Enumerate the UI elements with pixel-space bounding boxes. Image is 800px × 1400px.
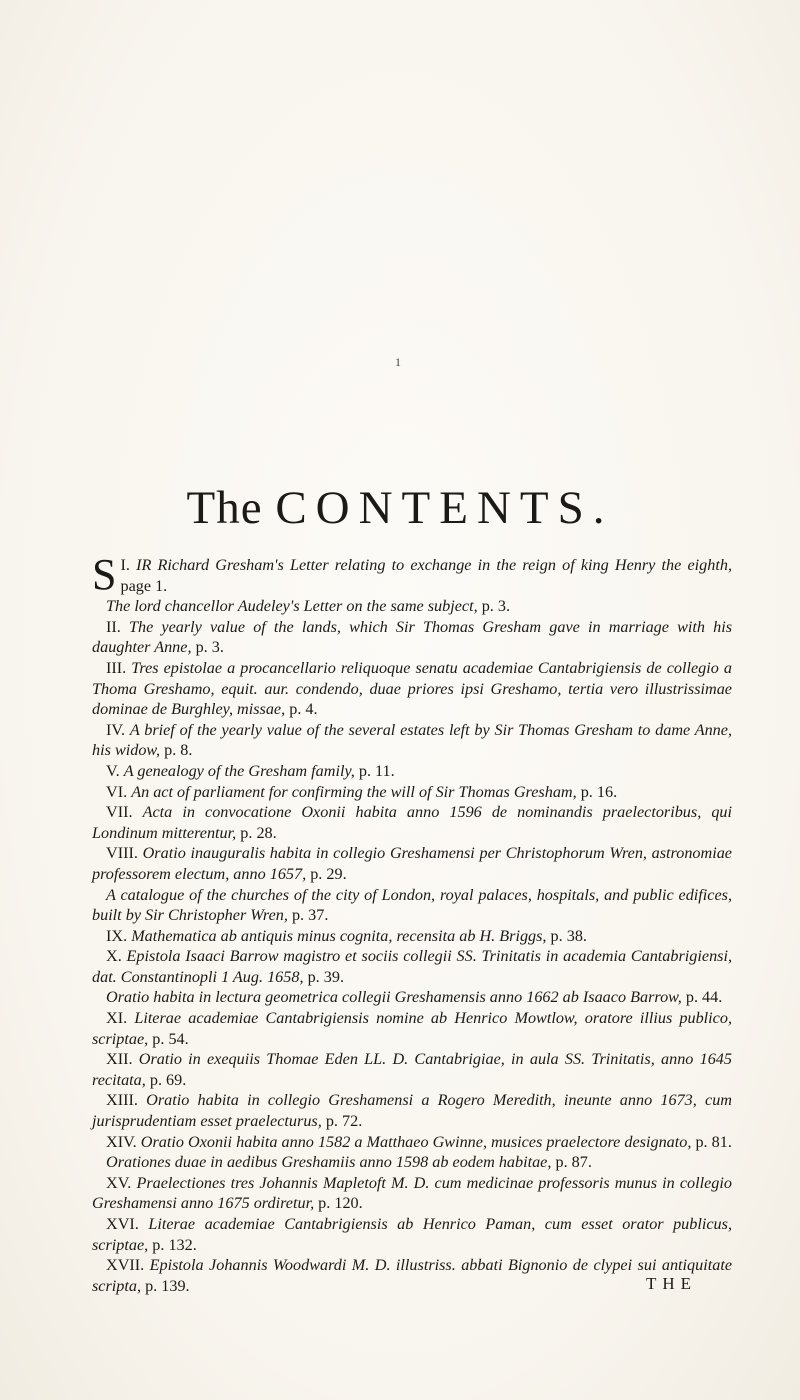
entry-page: p. 87. xyxy=(555,1153,592,1172)
contents-entry xyxy=(92,1152,732,1173)
contents-entry xyxy=(92,843,732,884)
page-title xyxy=(0,481,800,535)
entry-text: A genealogy of the Gresham family, xyxy=(123,761,355,780)
entry-page: p. 37. xyxy=(291,906,329,925)
entry-page: p. 28. xyxy=(240,823,277,842)
entry-numeral: VIII. xyxy=(106,844,138,863)
contents-entry xyxy=(92,926,732,947)
title-first-word: The xyxy=(186,482,263,535)
entry-numeral: IX. xyxy=(106,926,128,945)
entry-page: p. 3. xyxy=(195,638,224,657)
entry-numeral: XIII. xyxy=(106,1091,138,1110)
contents-entry xyxy=(92,946,732,987)
entry-numeral: XII. xyxy=(106,1050,133,1069)
contents-entry xyxy=(92,617,732,658)
entry-page: p. 29. xyxy=(310,864,347,883)
entry-text: Epistola Johannis Woodwardi M. D. illustriss. abbati Bignonio de clypei sui antiquitate scripta, xyxy=(92,1256,733,1295)
contents-entry xyxy=(92,802,732,843)
entry-text: Oratio inauguralis habita in collegio Greshamensi per Christophorum Wren, astronomiae professorem electum, anno 1657, xyxy=(92,844,732,883)
entry-text: The lord chancellor Audeley's Letter on the same subject, xyxy=(106,597,478,616)
entry-numeral: X. xyxy=(106,947,122,966)
entry-text: A catalogue of the churches of the city of London, royal palaces, hospitals, and public edifices, built by Sir Christopher Wren, xyxy=(92,885,732,925)
contents-entry xyxy=(92,1173,732,1214)
entry-text: Praelectiones tres Johannis Mapletoft M. D. cum medicinae professoris munus in collegio Greshamensi anno 1675 ordiretur, xyxy=(92,1173,732,1213)
entry-numeral: II. xyxy=(106,617,121,636)
entry-page: page 1. xyxy=(120,576,168,595)
entry-page: p. 44. xyxy=(685,988,723,1007)
entry-page: p. 8. xyxy=(164,741,193,760)
contents-list xyxy=(92,550,733,1296)
contents-entry xyxy=(92,1214,732,1255)
entry-text: Oratio in exequiis Thomae Eden LL. D. Cantabrigiae, in aula SS. Trinitatis, anno 1645 recitata, xyxy=(92,1050,732,1089)
entry-text: IR Richard Gresham's Letter relating to exchange in the reign of king Henry the eighth, xyxy=(136,556,732,574)
contents-entry xyxy=(92,1049,732,1090)
entry-numeral: XI. xyxy=(106,1009,128,1028)
entry-page: p. 16. xyxy=(580,782,618,801)
entry-page: p. 3. xyxy=(481,597,511,616)
contents-entry xyxy=(92,1090,732,1131)
entry-text: A brief of the yearly value of the several estates left by Sir Thomas Gresham to dame Anne, his widow, xyxy=(92,720,732,760)
entry-text: Acta in convocatione Oxonii habita anno 1596 de nominandis praelectoribus, qui Londinum mitterentur, xyxy=(92,803,733,842)
entry-numeral: XIV. xyxy=(106,1132,137,1151)
contents-entry xyxy=(92,987,732,1008)
entry-page: p. 38. xyxy=(550,926,587,945)
contents-entry xyxy=(92,1008,732,1049)
entry-numeral: VII. xyxy=(106,803,133,822)
entry-text: The yearly value of the lands, which Sir Thomas Gresham gave in marriage with his daughter Anne, xyxy=(92,617,733,657)
entry-text: An act of parliament for confirming the will of Sir Thomas Gresham, xyxy=(131,782,577,801)
entry-numeral: IV. xyxy=(106,720,126,739)
entry-text: Oratio Oxonii habita anno 1582 a Matthaeo Gwinne, musices praelectore designato, xyxy=(140,1132,692,1151)
entry-page: p. 54. xyxy=(152,1029,189,1048)
entry-numeral: XV. xyxy=(106,1173,132,1192)
entry-page: p. 81. xyxy=(695,1132,732,1151)
drop-cap: S xyxy=(92,550,117,599)
entry-text: Oratio habita in collegio Greshamensi a Rogero Meredith, ineunte anno 1673, cum jurisprudentiam esset praelecturus, xyxy=(92,1091,732,1131)
entry-page: p. 11. xyxy=(358,761,395,780)
entry-page: p. 132. xyxy=(152,1235,197,1254)
entry-text: Orationes duae in aedibus Greshamiis anno 1598 ab eodem habitae, xyxy=(106,1153,552,1172)
contents-entry xyxy=(92,782,732,803)
catchword: THE xyxy=(646,1274,698,1293)
contents-entry xyxy=(92,1255,732,1296)
page-mark: 1 xyxy=(395,355,401,369)
entry-numeral: I. xyxy=(120,556,130,574)
title-rest: CONTENTS. xyxy=(275,482,614,535)
entry-page: p. 72. xyxy=(325,1112,363,1131)
entry-page: p. 120. xyxy=(318,1194,363,1213)
entry-text: Mathematica ab antiquis minus cognita, recensita ab H. Briggs, xyxy=(131,926,547,945)
contents-entry xyxy=(92,550,732,599)
contents-entry xyxy=(92,885,732,926)
contents-entry xyxy=(92,761,732,782)
contents-entry xyxy=(92,1132,732,1153)
contents-entry xyxy=(92,596,732,617)
entry-page: p. 139. xyxy=(145,1276,190,1295)
entry-numeral: XVI. xyxy=(106,1215,139,1233)
contents-entry xyxy=(92,720,732,761)
entry-page: p. 69. xyxy=(149,1070,187,1089)
entry-text: Literae academiae Cantabrigiensis nomine ab Henrico Mowtlow, oratore illius publico, scriptae, xyxy=(92,1009,733,1048)
entry-page: p. 39. xyxy=(307,967,344,986)
entry-numeral: VI. xyxy=(106,782,128,801)
entry-numeral: III. xyxy=(106,658,127,677)
entry-text: Tres epistolae a procancellario reliquoque senatu academiae Cantabrigiensis de collegio a Thoma Greshamo, equit. aur. condendo, duae priores ipsi Greshamo, tertia vero illustrissimae dominae de Burghley, missae, xyxy=(92,658,732,719)
entry-text: Epistola Isaaci Barrow magistro et sociis collegii SS. Trinitatis in academia Cantabrigiensi, dat. Constantinopli 1 Aug. 1658, xyxy=(92,947,733,986)
contents-entry xyxy=(92,658,732,720)
entry-page: p. 4. xyxy=(289,700,318,719)
entry-text: Oratio habita in lectura geometrica collegii Greshamensis anno 1662 ab Isaaco Barrow, xyxy=(106,988,682,1007)
entry-text: Literae academiae Cantabrigiensis ab Henrico Paman, cum esset orator publicus, scriptae, xyxy=(92,1215,732,1254)
entry-numeral: V. xyxy=(106,761,120,780)
entry-numeral: XVII. xyxy=(106,1256,145,1275)
entry-list xyxy=(92,596,732,1296)
